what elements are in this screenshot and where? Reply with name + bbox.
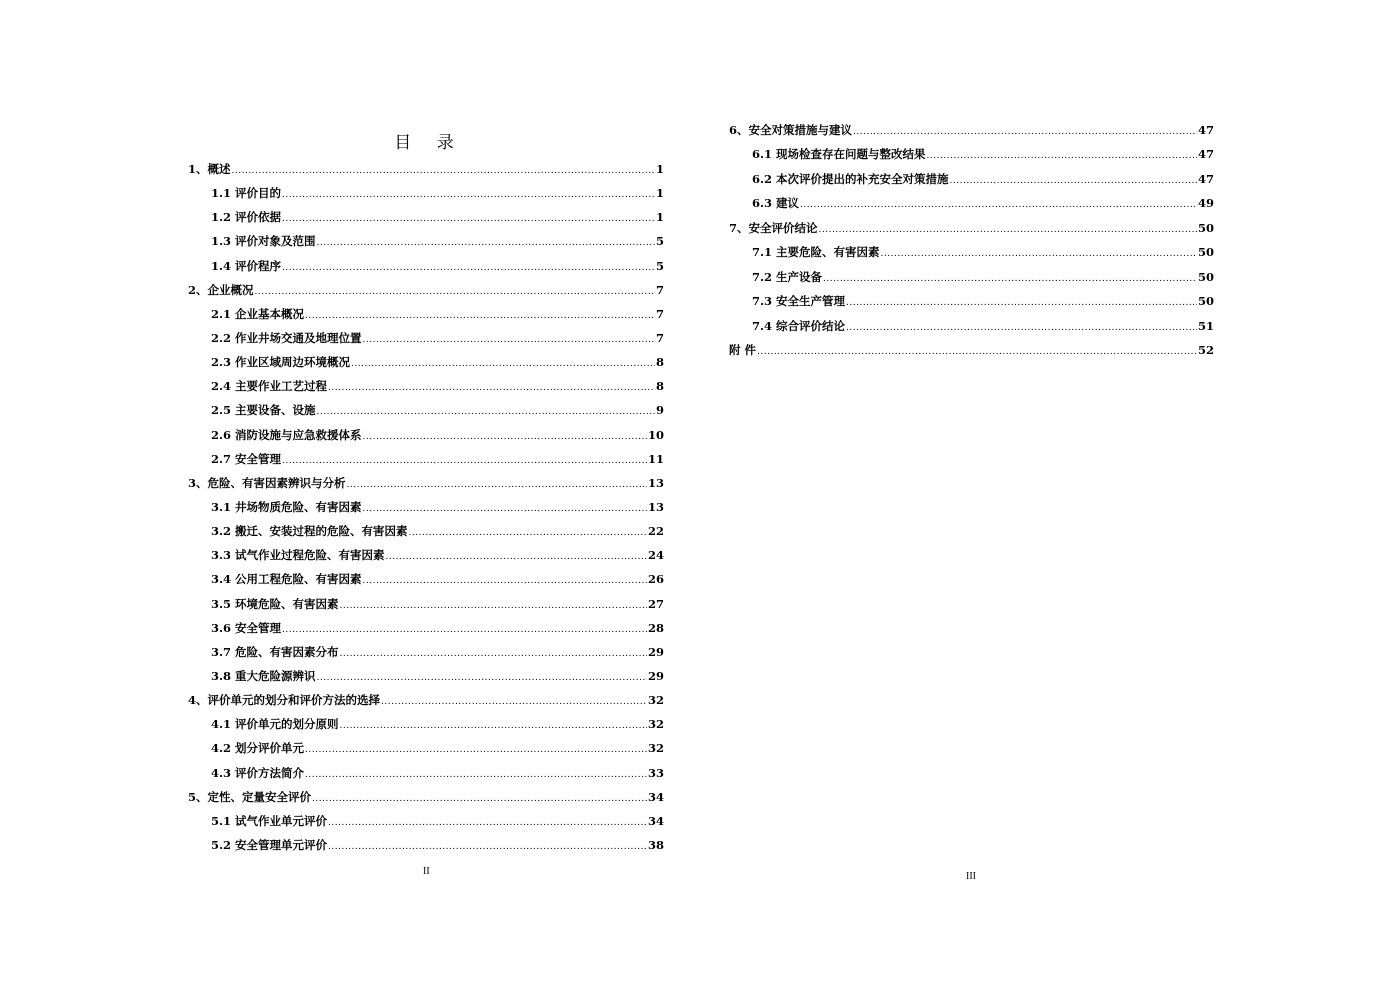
toc-entry-page: 7 — [655, 330, 664, 345]
dot-leader — [305, 738, 647, 762]
toc-entry[interactable] — [188, 471, 664, 495]
toc-entry[interactable] — [188, 495, 664, 519]
dot-leader — [927, 144, 1197, 168]
toc-entry-page: 22 — [647, 524, 664, 539]
toc-entry-page: 47 — [1197, 123, 1214, 137]
toc-entry[interactable] — [729, 191, 1214, 215]
toc-entry-label: 2.1 企业基本概况 — [211, 306, 305, 321]
dot-leader — [312, 787, 647, 811]
toc-entry-page: 29 — [647, 668, 664, 683]
right-page — [729, 118, 1214, 362]
toc-entry-page: 32 — [647, 693, 664, 708]
toc-entry-label: 2.2 作业井场交通及地理位置 — [211, 330, 362, 345]
toc-entry[interactable] — [729, 265, 1214, 289]
toc-entry-label: 7.3 安全生产管理 — [752, 294, 846, 309]
toc-entry-page: 5 — [655, 258, 664, 273]
dot-leader — [381, 690, 647, 714]
toc-entry-page: 33 — [647, 765, 664, 780]
toc-entry-label: 3.1 井场物质危险、有害因素 — [211, 499, 362, 514]
toc-entry-page: 13 — [647, 475, 664, 490]
toc-entry-page: 50 — [1197, 269, 1214, 284]
dot-leader — [757, 340, 1197, 364]
toc-title: 目 录 — [394, 133, 464, 153]
dot-leader — [255, 280, 655, 304]
dot-leader — [819, 218, 1197, 242]
toc-entry[interactable] — [188, 447, 664, 471]
toc-entry-label: 5.1 试气作业单元评价 — [211, 813, 328, 828]
page-number-right: III — [966, 871, 976, 882]
toc-entry-page: 9 — [655, 403, 664, 418]
dot-leader — [305, 304, 655, 328]
toc-entry[interactable] — [188, 567, 664, 591]
toc-entry-label: 7.1 主要危险、有害因素 — [752, 245, 880, 260]
toc-entry-label: 3.3 试气作业过程危险、有害因素 — [211, 548, 385, 563]
dot-leader — [282, 183, 655, 207]
toc-entry-label: 4.1 评价单元的划分原则 — [211, 717, 339, 732]
dot-leader — [328, 376, 655, 400]
toc-entry-page: 7 — [655, 306, 664, 321]
toc-entry[interactable] — [188, 736, 664, 760]
toc-entry[interactable] — [188, 350, 664, 374]
dot-leader — [340, 714, 647, 738]
toc-entry[interactable] — [188, 229, 664, 253]
toc-entry-page: 32 — [647, 741, 664, 756]
dot-leader — [363, 425, 647, 449]
toc-entry-page: 50 — [1197, 294, 1214, 309]
toc-entry-page: 26 — [647, 572, 664, 587]
toc-entry-page: 49 — [1197, 196, 1214, 211]
toc-entry-page: 50 — [1197, 245, 1214, 260]
toc-list-left — [188, 157, 664, 857]
toc-entry-label: 1.1 评价目的 — [211, 186, 282, 201]
toc-entry-label: 7.4 综合评价结论 — [752, 318, 846, 333]
toc-entry-label: 1.2 评价依据 — [211, 210, 282, 225]
toc-entry[interactable] — [188, 278, 664, 302]
toc-entry[interactable] — [188, 423, 664, 447]
dot-leader — [846, 291, 1197, 315]
toc-entry-page: 1 — [655, 162, 664, 176]
dot-leader — [232, 159, 655, 183]
toc-entry[interactable] — [188, 761, 664, 785]
toc-entry[interactable] — [729, 289, 1214, 313]
toc-entry[interactable] — [188, 809, 664, 833]
dot-leader — [363, 328, 655, 352]
toc-entry-page: 11 — [647, 451, 664, 466]
dot-leader — [317, 231, 655, 255]
toc-entry[interactable] — [188, 543, 664, 567]
toc-entry-page: 5 — [655, 234, 664, 249]
dot-leader — [409, 521, 647, 545]
toc-entry-label: 7.2 生产设备 — [752, 269, 823, 284]
dot-leader — [282, 618, 647, 642]
dot-leader — [282, 449, 647, 473]
toc-entry-page: 8 — [655, 379, 664, 394]
toc-entry[interactable] — [729, 142, 1214, 166]
toc-entry-label: 2.7 安全管理 — [211, 451, 282, 466]
dot-leader — [328, 811, 647, 835]
toc-entry[interactable] — [188, 181, 664, 205]
toc-entry-page: 50 — [1197, 220, 1214, 235]
toc-entry-label: 1、概述 — [188, 162, 231, 176]
toc-entry-label: 7、安全评价结论 — [729, 220, 818, 235]
toc-entry-label: 1.4 评价程序 — [211, 258, 282, 273]
toc-entry-label: 2、企业概况 — [188, 282, 254, 297]
toc-entry[interactable] — [188, 398, 664, 422]
dot-leader — [386, 545, 647, 569]
toc-entry-label: 3、危险、有害因素辨识与分析 — [188, 475, 346, 490]
toc-entry-label: 6.2 本次评价提出的补充安全对策措施 — [752, 171, 949, 186]
toc-entry-label: 3.4 公用工程危险、有害因素 — [211, 572, 362, 587]
toc-entry-page: 27 — [647, 596, 664, 611]
toc-entry[interactable] — [188, 640, 664, 664]
dot-leader — [328, 835, 647, 859]
dot-leader — [317, 666, 647, 690]
toc-entry[interactable] — [188, 157, 664, 181]
toc-entry-label: 6.3 建议 — [752, 196, 800, 211]
toc-entry-page: 47 — [1197, 171, 1214, 186]
toc-entry-label: 6、安全对策措施与建议 — [729, 123, 853, 137]
toc-entry-label: 3.2 搬迁、安装过程的危险、有害因素 — [211, 524, 408, 539]
toc-entry[interactable] — [188, 254, 664, 278]
dot-leader — [363, 497, 647, 521]
toc-entry[interactable] — [188, 374, 664, 398]
dot-leader — [800, 193, 1197, 217]
dot-leader — [363, 569, 647, 593]
toc-entry-page: 47 — [1197, 147, 1214, 162]
dot-leader — [317, 400, 655, 424]
page-number-left: II — [423, 866, 430, 877]
toc-entry-page: 1 — [655, 210, 664, 225]
toc-entry-label: 3.8 重大危险源辨识 — [211, 668, 316, 683]
dot-leader — [282, 207, 655, 231]
toc-entry-label: 4.3 评价方法简介 — [211, 765, 305, 780]
toc-entry[interactable] — [188, 712, 664, 736]
dot-leader — [282, 256, 655, 280]
toc-entry-label: 5、定性、定量安全评价 — [188, 789, 312, 804]
toc-entry-page: 29 — [647, 644, 664, 659]
toc-entry-label: 6.1 现场检查存在问题与整改结果 — [752, 147, 926, 162]
toc-entry[interactable] — [188, 205, 664, 229]
toc-entry[interactable] — [729, 167, 1214, 191]
toc-list-right — [729, 118, 1214, 362]
toc-entry-page: 28 — [647, 620, 664, 635]
toc-entry-page: 34 — [647, 789, 664, 804]
toc-entry-page: 34 — [647, 813, 664, 828]
toc-entry[interactable] — [188, 592, 664, 616]
toc-entry-label: 2.5 主要设备、设施 — [211, 403, 316, 418]
dot-leader — [823, 267, 1197, 291]
dot-leader — [305, 763, 647, 787]
left-page — [188, 130, 664, 857]
toc-entry[interactable] — [188, 664, 664, 688]
toc-entry[interactable] — [188, 688, 664, 712]
toc-entry-label: 3.7 危险、有害因素分布 — [211, 644, 339, 659]
toc-entry-label: 4.2 划分评价单元 — [211, 741, 305, 756]
toc-entry[interactable] — [188, 616, 664, 640]
toc-entry-page: 10 — [647, 427, 664, 442]
toc-entry-page: 8 — [655, 355, 664, 370]
toc-entry[interactable] — [729, 118, 1214, 142]
dot-leader — [351, 352, 655, 376]
toc-entry[interactable] — [729, 240, 1214, 264]
toc-entry-label: 1.3 评价对象及范围 — [211, 234, 316, 249]
toc-entry-page: 13 — [647, 499, 664, 514]
toc-entry-page: 51 — [1197, 318, 1214, 333]
toc-entry[interactable] — [729, 216, 1214, 240]
dot-leader — [853, 120, 1197, 144]
dot-leader — [846, 316, 1197, 340]
toc-entry-label: 3.5 环境危险、有害因素 — [211, 596, 339, 611]
dot-leader — [340, 642, 647, 666]
toc-entry-label: 2.3 作业区域周边环境概况 — [211, 355, 351, 370]
toc-entry-page: 24 — [647, 548, 664, 563]
toc-entry-label: 附 件 — [729, 342, 757, 357]
toc-entry-label: 2.4 主要作业工艺过程 — [211, 379, 328, 394]
dot-leader — [950, 169, 1197, 193]
dot-leader — [881, 242, 1197, 266]
toc-entry[interactable] — [729, 338, 1214, 362]
toc-entry-label: 4、评价单元的划分和评价方法的选择 — [188, 693, 380, 708]
toc-entry[interactable] — [188, 833, 664, 857]
toc-entry[interactable] — [729, 314, 1214, 338]
dot-leader — [347, 473, 647, 497]
toc-entry-label: 5.2 安全管理单元评价 — [211, 837, 328, 852]
toc-entry-page: 1 — [655, 186, 664, 201]
toc-entry-page: 7 — [655, 282, 664, 297]
dot-leader — [340, 594, 647, 618]
toc-entry[interactable] — [188, 785, 664, 809]
toc-entry[interactable] — [188, 302, 664, 326]
toc-entry-label: 3.6 安全管理 — [211, 620, 282, 635]
toc-entry-page: 32 — [647, 717, 664, 732]
toc-entry-label: 2.6 消防设施与应急救援体系 — [211, 427, 362, 442]
toc-entry-page: 38 — [647, 837, 664, 852]
toc-entry[interactable] — [188, 519, 664, 543]
toc-entry-page: 52 — [1197, 342, 1214, 357]
toc-entry[interactable] — [188, 326, 664, 350]
